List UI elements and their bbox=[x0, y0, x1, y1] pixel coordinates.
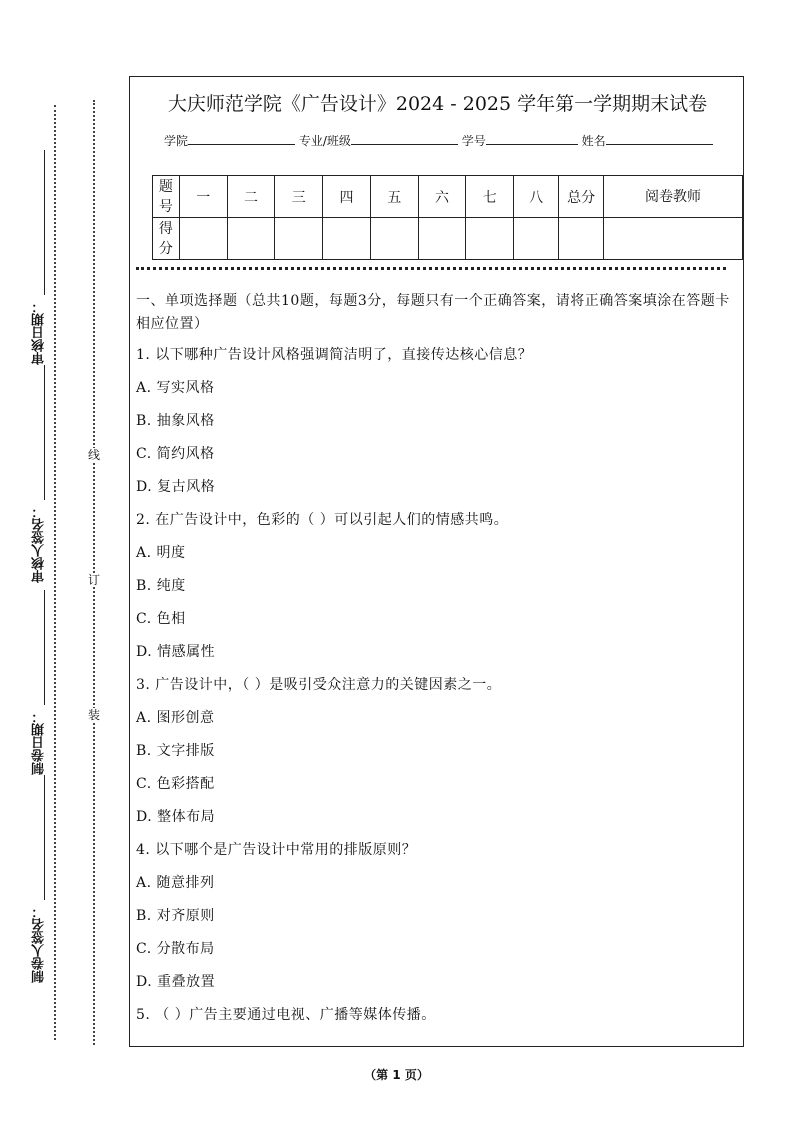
margin-dotted-line-left bbox=[54, 105, 56, 1040]
score-col-grader: 阅卷教师 bbox=[604, 176, 743, 218]
exam-content bbox=[136, 290, 736, 1037]
score-col-1: 一 bbox=[179, 176, 227, 218]
question-option[interactable]: B. 文字排版 bbox=[136, 743, 215, 759]
question-option[interactable]: A. 明度 bbox=[136, 545, 186, 561]
question-option[interactable]: C. 简约风格 bbox=[136, 446, 215, 462]
question-option[interactable]: A. 图形创意 bbox=[136, 710, 215, 726]
score-table bbox=[152, 175, 743, 260]
reviewer-signature-line bbox=[44, 365, 45, 500]
score-cell-5[interactable] bbox=[370, 218, 418, 260]
question-stem: 5. （ ）广告主要通过电视、广播等媒体传播。 bbox=[136, 1007, 436, 1023]
page-number: （第 1 页） bbox=[364, 1068, 429, 1082]
question-option[interactable]: B. 抽象风格 bbox=[136, 413, 215, 429]
prepare-date-label: 制卷日期： bbox=[32, 710, 47, 775]
score-cell-total[interactable] bbox=[559, 218, 604, 260]
question-stem: 4. 以下哪个是广告设计中常用的排版原则？ bbox=[136, 842, 417, 858]
question-option[interactable]: A. 写实风格 bbox=[136, 380, 215, 396]
question-stem: 2. 在广告设计中，色彩的（ ）可以引起人们的情感共鸣。 bbox=[136, 512, 509, 528]
student-id-label: 学号 bbox=[461, 134, 486, 148]
review-date-label: 审核日期： bbox=[32, 300, 47, 365]
question-option[interactable]: B. 纯度 bbox=[136, 578, 186, 594]
score-cell-3[interactable] bbox=[275, 218, 323, 260]
question-option[interactable]: A. 随意排列 bbox=[136, 875, 215, 891]
question-option[interactable]: B. 对齐原则 bbox=[136, 908, 215, 924]
prepare-date-line bbox=[44, 590, 45, 705]
college-label: 学院 bbox=[164, 134, 189, 148]
question-option[interactable]: D. 情感属性 bbox=[136, 644, 216, 660]
question-option[interactable]: D. 复古风格 bbox=[136, 479, 216, 495]
cut-mark-bind: 装 bbox=[87, 708, 100, 722]
score-cell-8[interactable] bbox=[514, 218, 559, 260]
score-col-5: 五 bbox=[370, 176, 418, 218]
exam-title: 大庆师范学院《广告设计》2024 - 2025 学年第一学期期末试卷 bbox=[167, 93, 708, 115]
score-col-8: 八 bbox=[514, 176, 559, 218]
student-info-row bbox=[164, 132, 713, 149]
question-stem: 1. 以下哪种广告设计风格强调简洁明了，直接传达核心信息？ bbox=[136, 347, 533, 363]
question-option[interactable]: C. 色彩搭配 bbox=[136, 776, 215, 792]
name-blank[interactable] bbox=[606, 132, 713, 145]
cut-mark-staple: 订 bbox=[87, 573, 100, 587]
major-class-blank[interactable] bbox=[351, 132, 458, 145]
question-stem: 3. 广告设计中，（ ）是吸引受众注意力的关键因素之一。 bbox=[136, 677, 502, 693]
score-cell-4[interactable] bbox=[323, 218, 371, 260]
review-date-line bbox=[44, 150, 45, 295]
section-heading: 一、单项选择题（总共10题，每题3分，每题只有一个正确答案，请将正确答案填涂在答题卡相应位置） bbox=[136, 293, 730, 332]
score-col-2: 二 bbox=[227, 176, 275, 218]
name-label: 姓名 bbox=[581, 134, 606, 148]
score-cell-6[interactable] bbox=[418, 218, 466, 260]
major-class-label: 专业/班级 bbox=[298, 134, 351, 148]
question-option[interactable]: C. 色相 bbox=[136, 611, 186, 627]
score-cell-2[interactable] bbox=[227, 218, 275, 260]
score-table-header-score: 得分 bbox=[153, 218, 180, 260]
score-col-total: 总分 bbox=[559, 176, 604, 218]
question-option[interactable]: C. 分散布局 bbox=[136, 941, 215, 957]
cut-mark-line: 线 bbox=[87, 448, 100, 462]
score-cell-grader[interactable] bbox=[604, 218, 743, 260]
question-option[interactable]: D. 整体布局 bbox=[136, 809, 216, 825]
student-id-blank[interactable] bbox=[486, 132, 578, 145]
score-cell-1[interactable] bbox=[179, 218, 227, 260]
score-table-header-number: 题号 bbox=[153, 176, 180, 218]
exam-frame bbox=[129, 76, 744, 1047]
score-col-7: 七 bbox=[466, 176, 514, 218]
dotted-separator bbox=[136, 267, 726, 270]
score-col-3: 三 bbox=[275, 176, 323, 218]
college-blank[interactable] bbox=[188, 132, 295, 145]
score-cell-7[interactable] bbox=[466, 218, 514, 260]
preparer-signature-line bbox=[44, 775, 45, 900]
reviewer-signature-label: 审核人签名： bbox=[32, 505, 47, 583]
preparer-signature-label: 制卷人签名： bbox=[32, 905, 47, 983]
question-option[interactable]: D. 重叠放置 bbox=[136, 974, 216, 990]
score-col-4: 四 bbox=[323, 176, 371, 218]
score-col-6: 六 bbox=[418, 176, 466, 218]
